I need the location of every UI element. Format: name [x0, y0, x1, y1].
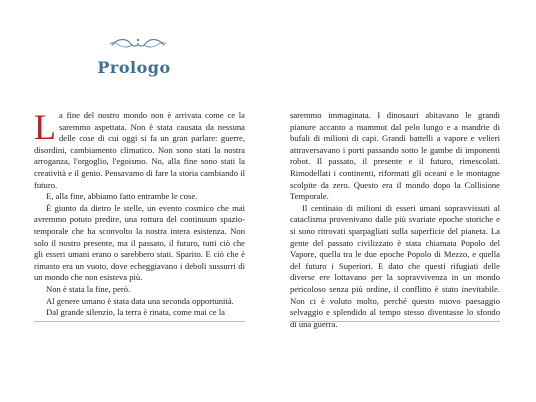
paragraph-5: Al genere umano è stata data una seconda opportunità. [46, 295, 234, 306]
scroll-flourish-icon [108, 36, 168, 50]
right-page [268, 0, 536, 402]
paragraph-1-text: a fine del nostro mondo non è arrivata come ce la saremmo aspettata. Non è stata causata da nessuna delle cose di cui oggi si fa un gran parlare: guerre, disordini, cambiamento climatico. Non sono stati la nostra arroganza, l'orgoglio, l'egoismo. No, alla fine sono stati la creatività e il genio. Pensavamo di fare la storia cambiando il futuro. [34, 110, 245, 190]
paragraph-4: Non è stata la fine, però. [46, 283, 131, 294]
drop-cap: L [34, 107, 56, 147]
left-page-rule [34, 321, 245, 322]
paragraph-2: E, alla fine, abbiamo fatto entrambe le cose. [46, 191, 198, 202]
paragraph-3: È giunto da dietro le stelle, un evento cosmico che mai avremmo potuto predire, una rottura del continuum spazio-temporale che ha sconvolto la nostra intera esistenza. Non solo il nostro presente, ma il passato, il futuro, tutti ciò che gli esseri umani erano o sarebbero stati. Sparito. E ciò che è rimasto era un vuoto, dove echeggiavano i deboli sussurri di un mondo che non esisteva più. [34, 202, 245, 283]
left-page-text [34, 107, 245, 319]
chapter-title: Prologo [97, 58, 171, 77]
paragraph-6: Dal grande silenzio, la terra è rinata, come mai ce la [46, 307, 225, 318]
paragraph-1 [34, 107, 245, 191]
right-page-rule [290, 321, 500, 322]
right-page-text [290, 110, 500, 330]
paragraph-7: saremmo immaginata. I dinosauri abitavano le grandi pianure accanto a mammut dal pelo lungo e a mandrie di bufali di milioni di capi. Grandi battelli a vapore e velieri attraversavano i porti passando sotto le gambe di imponenti robot. Il passato, il presente e il futuro, rimescolati. Rimodellati i continenti, riformati gli oceani e le montagne scolpite da zero. Questo era il mondo dopo la Collisione Temporale. [290, 110, 500, 202]
paragraph-8: Il centinaio di milioni di esseri umani sopravvissuti al cataclisma provenivano dalle più svariate epoche storiche e si sono ritrovati sparpagliati sulla superficie del pianeta. La gente del passato civilizzato è stata chiamata Popolo del Vapore, quella tra le due epoche Popolo di Mezzo, e quella del futuro i Superiori. E dato che questi rifugiati delle diverse ere lottavano per la sopravvivenza in un mondo pericoloso senza più ordine, il conflitto è stato inevitabile. Non ci è voluto molto, perché questo nuovo paesaggio selvaggio e splendido al tempo stesso diventasse lo sfondo di una guerra. [290, 202, 500, 329]
